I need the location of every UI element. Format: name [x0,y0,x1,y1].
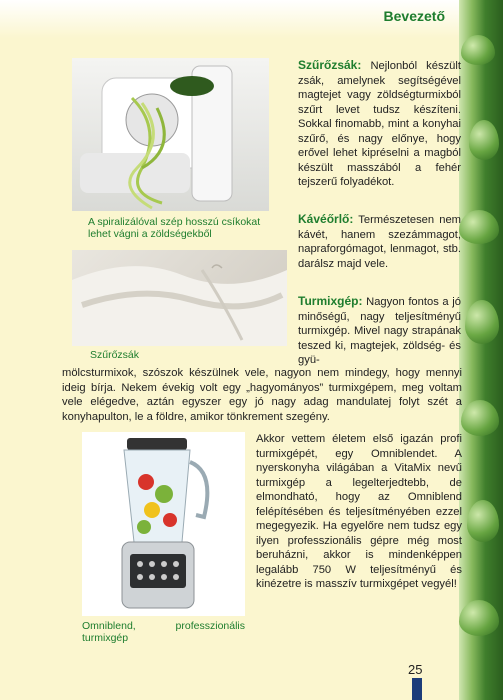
page-number: 25 [408,662,423,677]
blender-photo [82,432,245,616]
turmixgep-continued: mölcsturmixok, szószok készülnek vele, nagyon nem mindegy, hogy mennyi ideig bírja. Nekem évekig volt egy „hagyományos” turmixgépem, meg voltam vele elégedve, aztán egyszer egy jó nagy adag mandulatej folyt szét a konyhapulton, le a földre, amikor tönkrement szegény. [62,367,462,423]
kaveorlo-text: Természetesen nem kávét, hanem szezámmagot, napraforgómagot, lenmagot, stb. darálsz majd vele. [298,214,461,270]
leaf-icon [459,600,499,636]
spiralizer-photo [72,58,269,211]
leaf-icon [461,400,499,436]
szurozsak-text: Nejlonból készült zsák, amelynek segítségével magtejet vagy zöldségturmixból szűrt levet tudsz készíteni. Sokkal finomabb, mint a konyhai szűrő, és nagy előnye, hogy erővel lehet kipréselni a magból készült masszából a fehér tejszerű folyadékot. [298,60,462,188]
leaf-icon [469,120,499,160]
strainer-bag-photo [72,250,287,346]
spiralizer-caption: A spiralizálóval szép hosszú csíkokat lehet vágni a zöldségekből [88,216,261,240]
szurozsak-paragraph [298,58,461,190]
kaveorlo-paragraph [298,212,461,271]
szurozsak-term: Szűrőzsák: [298,58,362,72]
blender-caption: Omniblend, professzionális turmixgép [82,620,245,644]
strainer-caption: Szűrőzsák [90,349,140,361]
turmixgep-paragraph [298,294,461,368]
leaf-icon [461,35,495,65]
leaf-icon [467,500,499,542]
leaf-icon [459,210,499,244]
leaf-border-decoration [459,0,503,700]
section-title: Bevezető [383,8,445,24]
page-tab-marker [412,678,422,700]
turmixgep-text: Nagyon fontos a jó minőségű, nagy teljesítményű turmixgép. Mivel nagy strapának teszed ki, magtejek, zöldség- és gyü- [298,296,462,366]
turmixgep-closing: Akkor vettem életem első igazán profi turmixgépét, egy Omniblendet. A nyerskonyha világában a VitaMix nevű turmixgép a legelterjedtebb, de elmondható, hogy az Omniblend felépítésében és teljesítményében ezzel megegyezik. Ha egyelőre nem tudsz egy ilyen professzionális gépre még most beruházni, akkor is mindenképpen legalább 750 W teljesítményű és kinézetre is masszív turmixgépet vegyél! [256,433,462,590]
turmixgep-term: Turmixgép: [298,294,363,308]
kaveorlo-term: Kávéőrlő: [298,212,354,226]
leaf-icon [465,300,499,344]
